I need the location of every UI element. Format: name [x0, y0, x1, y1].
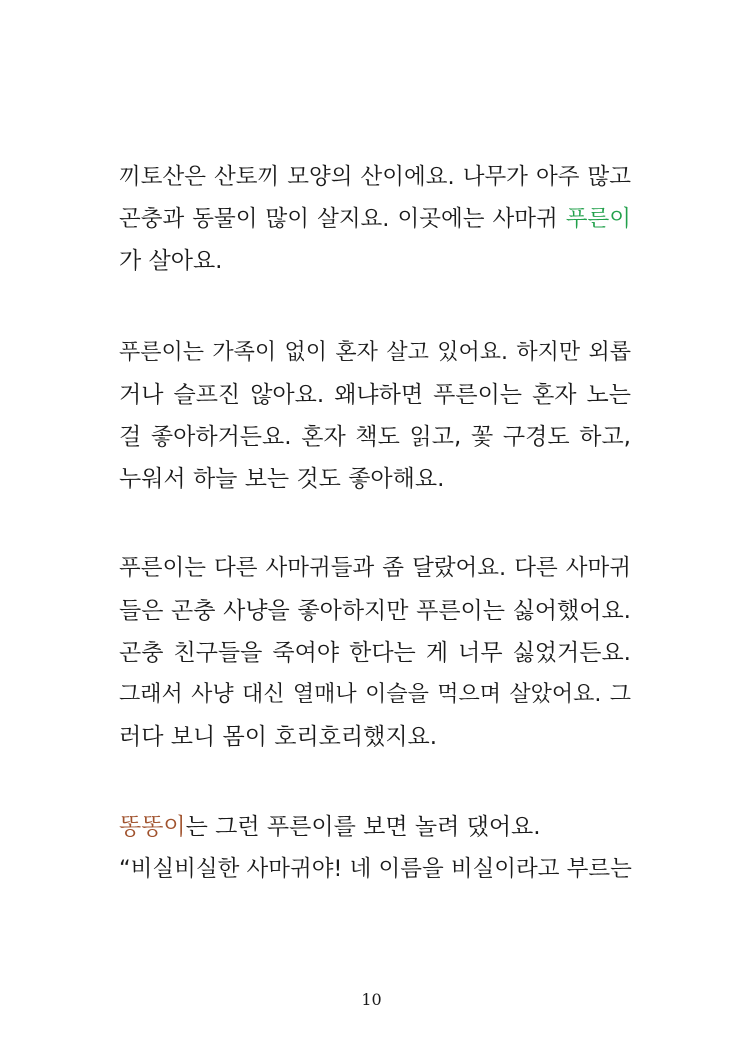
text-segment: 누워서 하늘 보는 것도 좋아해요.: [119, 466, 445, 492]
text-segment: 러다 보니 몸이 호리호리했지요.: [119, 724, 438, 750]
text-segment: 곤충과 동물이 많이 살지요. 이곳에는 사마귀: [119, 206, 566, 232]
paragraph-2-line-3: [119, 417, 631, 457]
paragraph-1-line-2: [119, 199, 631, 239]
paragraph-2-line-2: [119, 375, 631, 415]
page-number: 10: [361, 990, 382, 1009]
text-segment: 거나 슬프진 않아요. 왜냐하면 푸른이는 혼자 노는: [119, 382, 631, 408]
character-name-pureuni: 푸른이: [565, 206, 631, 232]
paragraph-3-line-1: [119, 548, 631, 588]
paragraph-3-line-2: [119, 591, 631, 631]
text-segment: 걸 좋아하거든요. 혼자 책도 읽고, 꽃 구경도 하고,: [119, 424, 631, 450]
paragraph-4-line-1: [119, 807, 631, 847]
text-segment: “비실비실한 사마귀야! 네 이름을 비실이라고 부르는: [119, 856, 632, 882]
text-segment: 푸른이는 다른 사마귀들과 좀 달랐어요. 다른 사마귀: [119, 555, 631, 581]
text-segment: 는 그런 푸른이를 보면 놀려 댔어요.: [185, 814, 541, 840]
text-segment: 그래서 사냥 대신 열매나 이슬을 먹으며 살았어요. 그: [119, 682, 631, 707]
paragraph-3-line-5: [119, 717, 631, 757]
paragraph-2-line-4: [119, 459, 631, 499]
text-segment: 곤충 친구들을 죽여야 한다는 게 너무 싫었거든요.: [119, 640, 631, 666]
paragraph-3-line-4: [119, 675, 631, 715]
paragraph-1-line-3: [119, 241, 631, 281]
paragraph-1-line-1: [119, 157, 631, 197]
character-name-ttongttongi: 똥똥이: [119, 814, 186, 840]
paragraph-4-line-2: [119, 849, 631, 889]
text-segment: 가 살아요.: [119, 248, 223, 274]
text-segment: 끼토산은 산토끼 모양의 산이에요. 나무가 아주 많고: [119, 164, 631, 190]
paragraph-2-line-1: [119, 333, 631, 373]
text-segment: 푸른이는 가족이 없이 혼자 살고 있어요. 하지만 외롭: [119, 340, 631, 365]
text-segment: 들은 곤충 사냥을 좋아하지만 푸른이는 싫어했어요.: [119, 598, 631, 624]
paragraph-3-line-3: [119, 633, 631, 673]
